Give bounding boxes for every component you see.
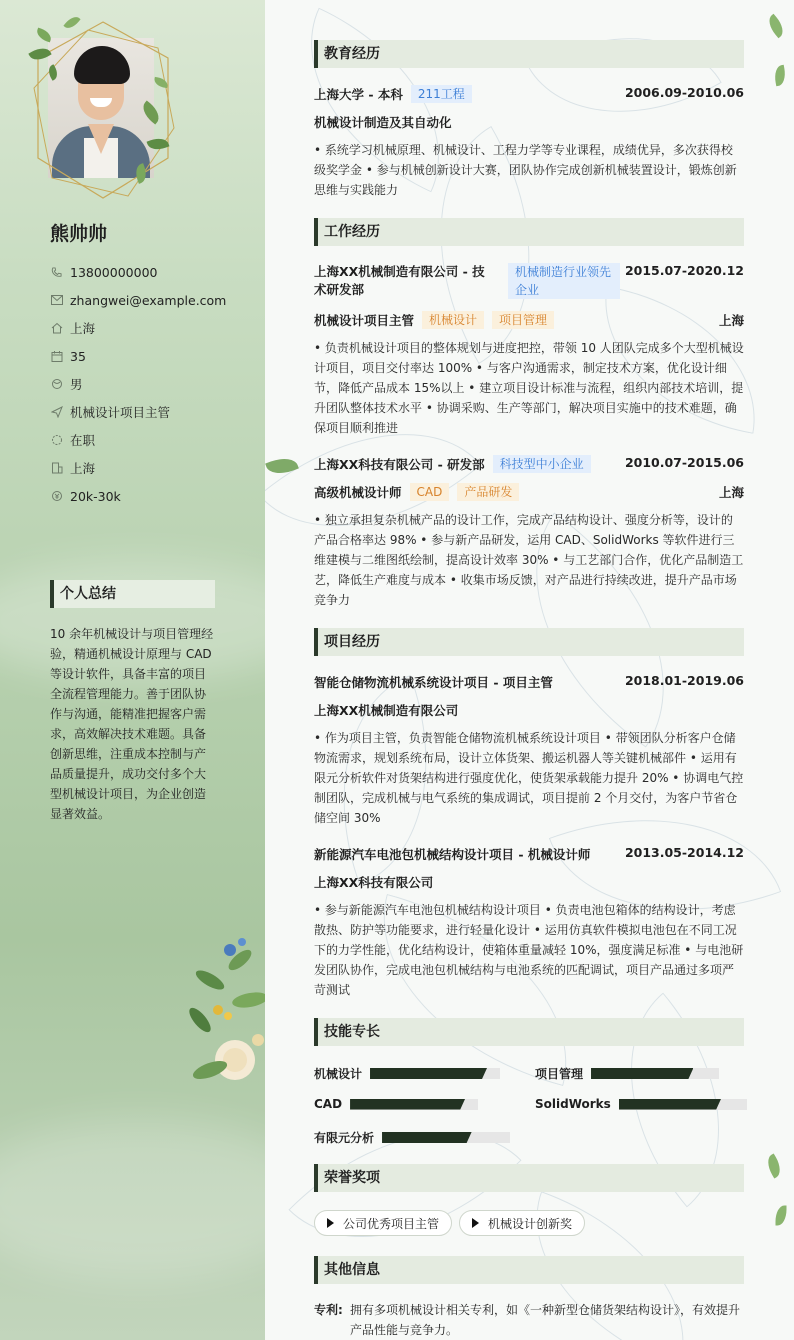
project-item-1-desc: • 作为项目主管，负责智能仓储物流机械系统设计项目 • 带领团队分析客户仓储物流需求，规划系统布局，设计立体货架、搬运机器人等关键机械部件 • 运用有限元分析软件对货架结构进行强度优化，使货架承载能力提升 20% • 协调电气控制团队，完成机械与电气系统的集成调试，项目提前 2 个月交付，为客户节省仓储空间 30% xyxy=(314,731,744,825)
section-awards-title: 荣誉奖项 xyxy=(314,1164,744,1192)
section-skills-title: 技能专长 xyxy=(314,1018,744,1046)
skill-bar xyxy=(350,1099,478,1110)
skill-bar-fill xyxy=(619,1099,721,1110)
work-item-1-tag-2: 项目管理 xyxy=(492,311,554,329)
skill-bar xyxy=(619,1099,747,1110)
flower-decoration-icon xyxy=(170,920,265,1090)
status-icon xyxy=(50,434,63,447)
education-desc: • 系统学习机械原理、机械设计、工程力学等专业课程，成绩优异，多次获得校级奖学金 • 参与机械创新设计大赛，团队协作完成创新机械装置设计，锻炼创新思维与实践能力 xyxy=(314,143,737,197)
work-item-1-tag-1: 机械设计 xyxy=(422,311,484,329)
project-item-1-header xyxy=(314,673,744,691)
mail-icon xyxy=(50,294,63,307)
contact-target-city: 上海 xyxy=(50,454,250,482)
contact-email: zhangwei@example.com xyxy=(50,286,250,314)
main-content xyxy=(265,0,794,1340)
skill-bar-fill xyxy=(370,1068,487,1079)
education-header xyxy=(314,85,744,103)
project-item-1-company: 上海XX机械制造有限公司 xyxy=(314,703,459,718)
work-item-1-desc: • 负责机械设计项目的整体规划与进度把控，带领 10 人团队完成多个大型机械设计项目，项目交付率达 100% • 与客户沟通需求，制定技术方案，优化设计细节，降低产品成本 15%以上 • 建立项目设计标准与流程，组织内部技术培训，提升团队整体技术水平 • 协调采购、生产等部门，解决项目实施中的技术难题，确保项目顺利推进 xyxy=(314,341,744,435)
contact-list xyxy=(50,258,250,510)
summary-title: 个人总结 xyxy=(50,580,215,608)
work-item-1-company-tag: 机械制造行业领先企业 xyxy=(508,263,620,299)
work-item-2-header xyxy=(314,455,744,473)
skill-item xyxy=(535,1065,719,1082)
project-item-2-period: 2013.05-2014.12 xyxy=(624,845,744,860)
work-item-2-city: 上海 xyxy=(718,485,744,500)
work-item-1-period: 2015.07-2020.12 xyxy=(624,263,744,278)
contact-status: 在职 xyxy=(50,426,250,454)
project-item-1-period: 2018.01-2019.06 xyxy=(624,673,744,688)
send-icon xyxy=(50,406,63,419)
skill-name: 有限元分析 xyxy=(314,1131,375,1145)
work-item-2-position-row xyxy=(314,483,744,501)
project-item-2-name: 新能源汽车电池包机械结构设计项目 - 机械设计师 xyxy=(314,847,591,862)
work-item-2-company: 上海XX科技有限公司 - 研发部 xyxy=(314,457,485,472)
work-item-1-company: 上海XX机械制造有限公司 - 技术研发部 xyxy=(314,264,485,297)
project-item-1-name: 智能仓储物流机械系统设计项目 - 项目主管 xyxy=(314,675,553,690)
work-item-2-period: 2010.07-2015.06 xyxy=(624,455,744,470)
skill-item xyxy=(314,1065,500,1082)
skill-bar-fill xyxy=(350,1099,465,1110)
skill-name: 机械设计 xyxy=(314,1067,363,1081)
calendar-icon xyxy=(50,350,63,363)
profile-name: 熊帅帅 xyxy=(50,223,108,245)
gender-icon xyxy=(50,378,63,391)
section-education-title: 教育经历 xyxy=(314,40,744,68)
work-item-1-position: 机械设计项目主管 xyxy=(314,313,415,328)
project-item-2-header xyxy=(314,845,744,863)
work-item-2-company-tag: 科技型中小企业 xyxy=(493,455,591,473)
work-item-2-tag-1: CAD xyxy=(410,483,450,501)
work-item-1-position-row xyxy=(314,311,744,329)
project-item-2-company-row xyxy=(314,873,744,891)
skill-name: SolidWorks xyxy=(535,1097,611,1111)
project-item-1-company-row xyxy=(314,701,744,719)
award-item: 公司优秀项目主管 xyxy=(314,1210,452,1236)
education-major: 机械设计制造及其自动化 xyxy=(314,115,452,130)
home-icon xyxy=(50,322,63,335)
work-item-2-position: 高级机械设计师 xyxy=(314,485,402,500)
skill-bar-fill xyxy=(591,1068,693,1079)
other-info-value: 拥有多项机械设计相关专利，如《一种新型仓储货架结构设计》，有效提升产品性能与竞争力。 xyxy=(350,1303,741,1337)
education-major-row xyxy=(314,113,744,131)
play-triangle-icon xyxy=(327,1218,334,1228)
skill-name: 项目管理 xyxy=(535,1067,584,1081)
building-icon xyxy=(50,462,63,475)
other-info-key: 专利: xyxy=(314,1303,343,1317)
contact-salary: 20k-30k xyxy=(50,482,250,510)
project-item-2-company: 上海XX科技有限公司 xyxy=(314,875,434,890)
skill-bar xyxy=(370,1068,500,1079)
contact-city: 上海 xyxy=(50,314,250,342)
section-projects-title: 项目经历 xyxy=(314,628,744,656)
section-work-title: 工作经历 xyxy=(314,218,744,246)
skill-bar xyxy=(591,1068,719,1079)
work-item-2-tag-2: 产品研发 xyxy=(457,483,519,501)
skill-item xyxy=(314,1129,510,1146)
play-triangle-icon xyxy=(472,1218,479,1228)
skill-name: CAD xyxy=(314,1097,343,1111)
profile-photo xyxy=(28,18,178,203)
skill-bar xyxy=(382,1132,510,1143)
project-item-2-desc: • 参与新能源汽车电池包机械结构设计项目 • 负责电池包箱体的结构设计，考虑散热、防护等功能要求，进行轻量化设计 • 运用仿真软件模拟电池包在不同工况下的力学性能，优化结构设计，使箱体重量减轻 10%，强度满足标准 • 与电池研发团队协作，完成电池包机械结构与电池系统的匹配调试，项目产品通过多项严苛测试 xyxy=(314,903,744,997)
work-item-2-desc: • 独立承担复杂机械产品的设计工作，完成产品结构设计、强度分析等，设计的产品合格率达 98% • 参与新产品研发，运用 CAD、SolidWorks 等软件进行三维建模与二维图纸绘制，提高设计效率 30% • 与工艺部门合作，优化产品制造工艺，降低生产难度与成本 • 收集市场反馈，对产品进行持续改进，提升产品市场竞争力 xyxy=(314,513,744,607)
award-item: 机械设计创新奖 xyxy=(459,1210,585,1236)
phone-icon xyxy=(50,266,63,279)
skill-item xyxy=(314,1097,478,1111)
sidebar xyxy=(0,0,265,1340)
contact-age: 35 xyxy=(50,342,250,370)
contact-gender: 男 xyxy=(50,370,250,398)
work-item-1-header xyxy=(314,263,744,299)
work-item-1-city: 上海 xyxy=(718,313,744,328)
contact-phone: 13800000000 xyxy=(50,258,250,286)
other-info-row xyxy=(314,1300,744,1340)
education-period: 2006.09-2010.06 xyxy=(624,85,744,100)
section-other-title: 其他信息 xyxy=(314,1256,744,1284)
education-school: 上海大学 - 本科 xyxy=(314,87,403,102)
money-icon xyxy=(50,490,63,503)
skill-item xyxy=(535,1097,747,1111)
summary-text: 10 余年机械设计与项目管理经验，精通机械设计原理与 CAD 等设计软件，具备丰富的项目全流程管理能力。善于团队协作与沟通，能精准把握客户需求，高效解决技术难题。具备创新思维，注重成本控制与产品质量提升，成功交付多个大型机械设计项目，为企业创造显著效益。 xyxy=(50,627,214,821)
skill-bar-fill xyxy=(382,1132,472,1143)
contact-position: 机械设计项目主管 xyxy=(50,398,250,426)
education-tag: 211工程 xyxy=(411,85,472,103)
